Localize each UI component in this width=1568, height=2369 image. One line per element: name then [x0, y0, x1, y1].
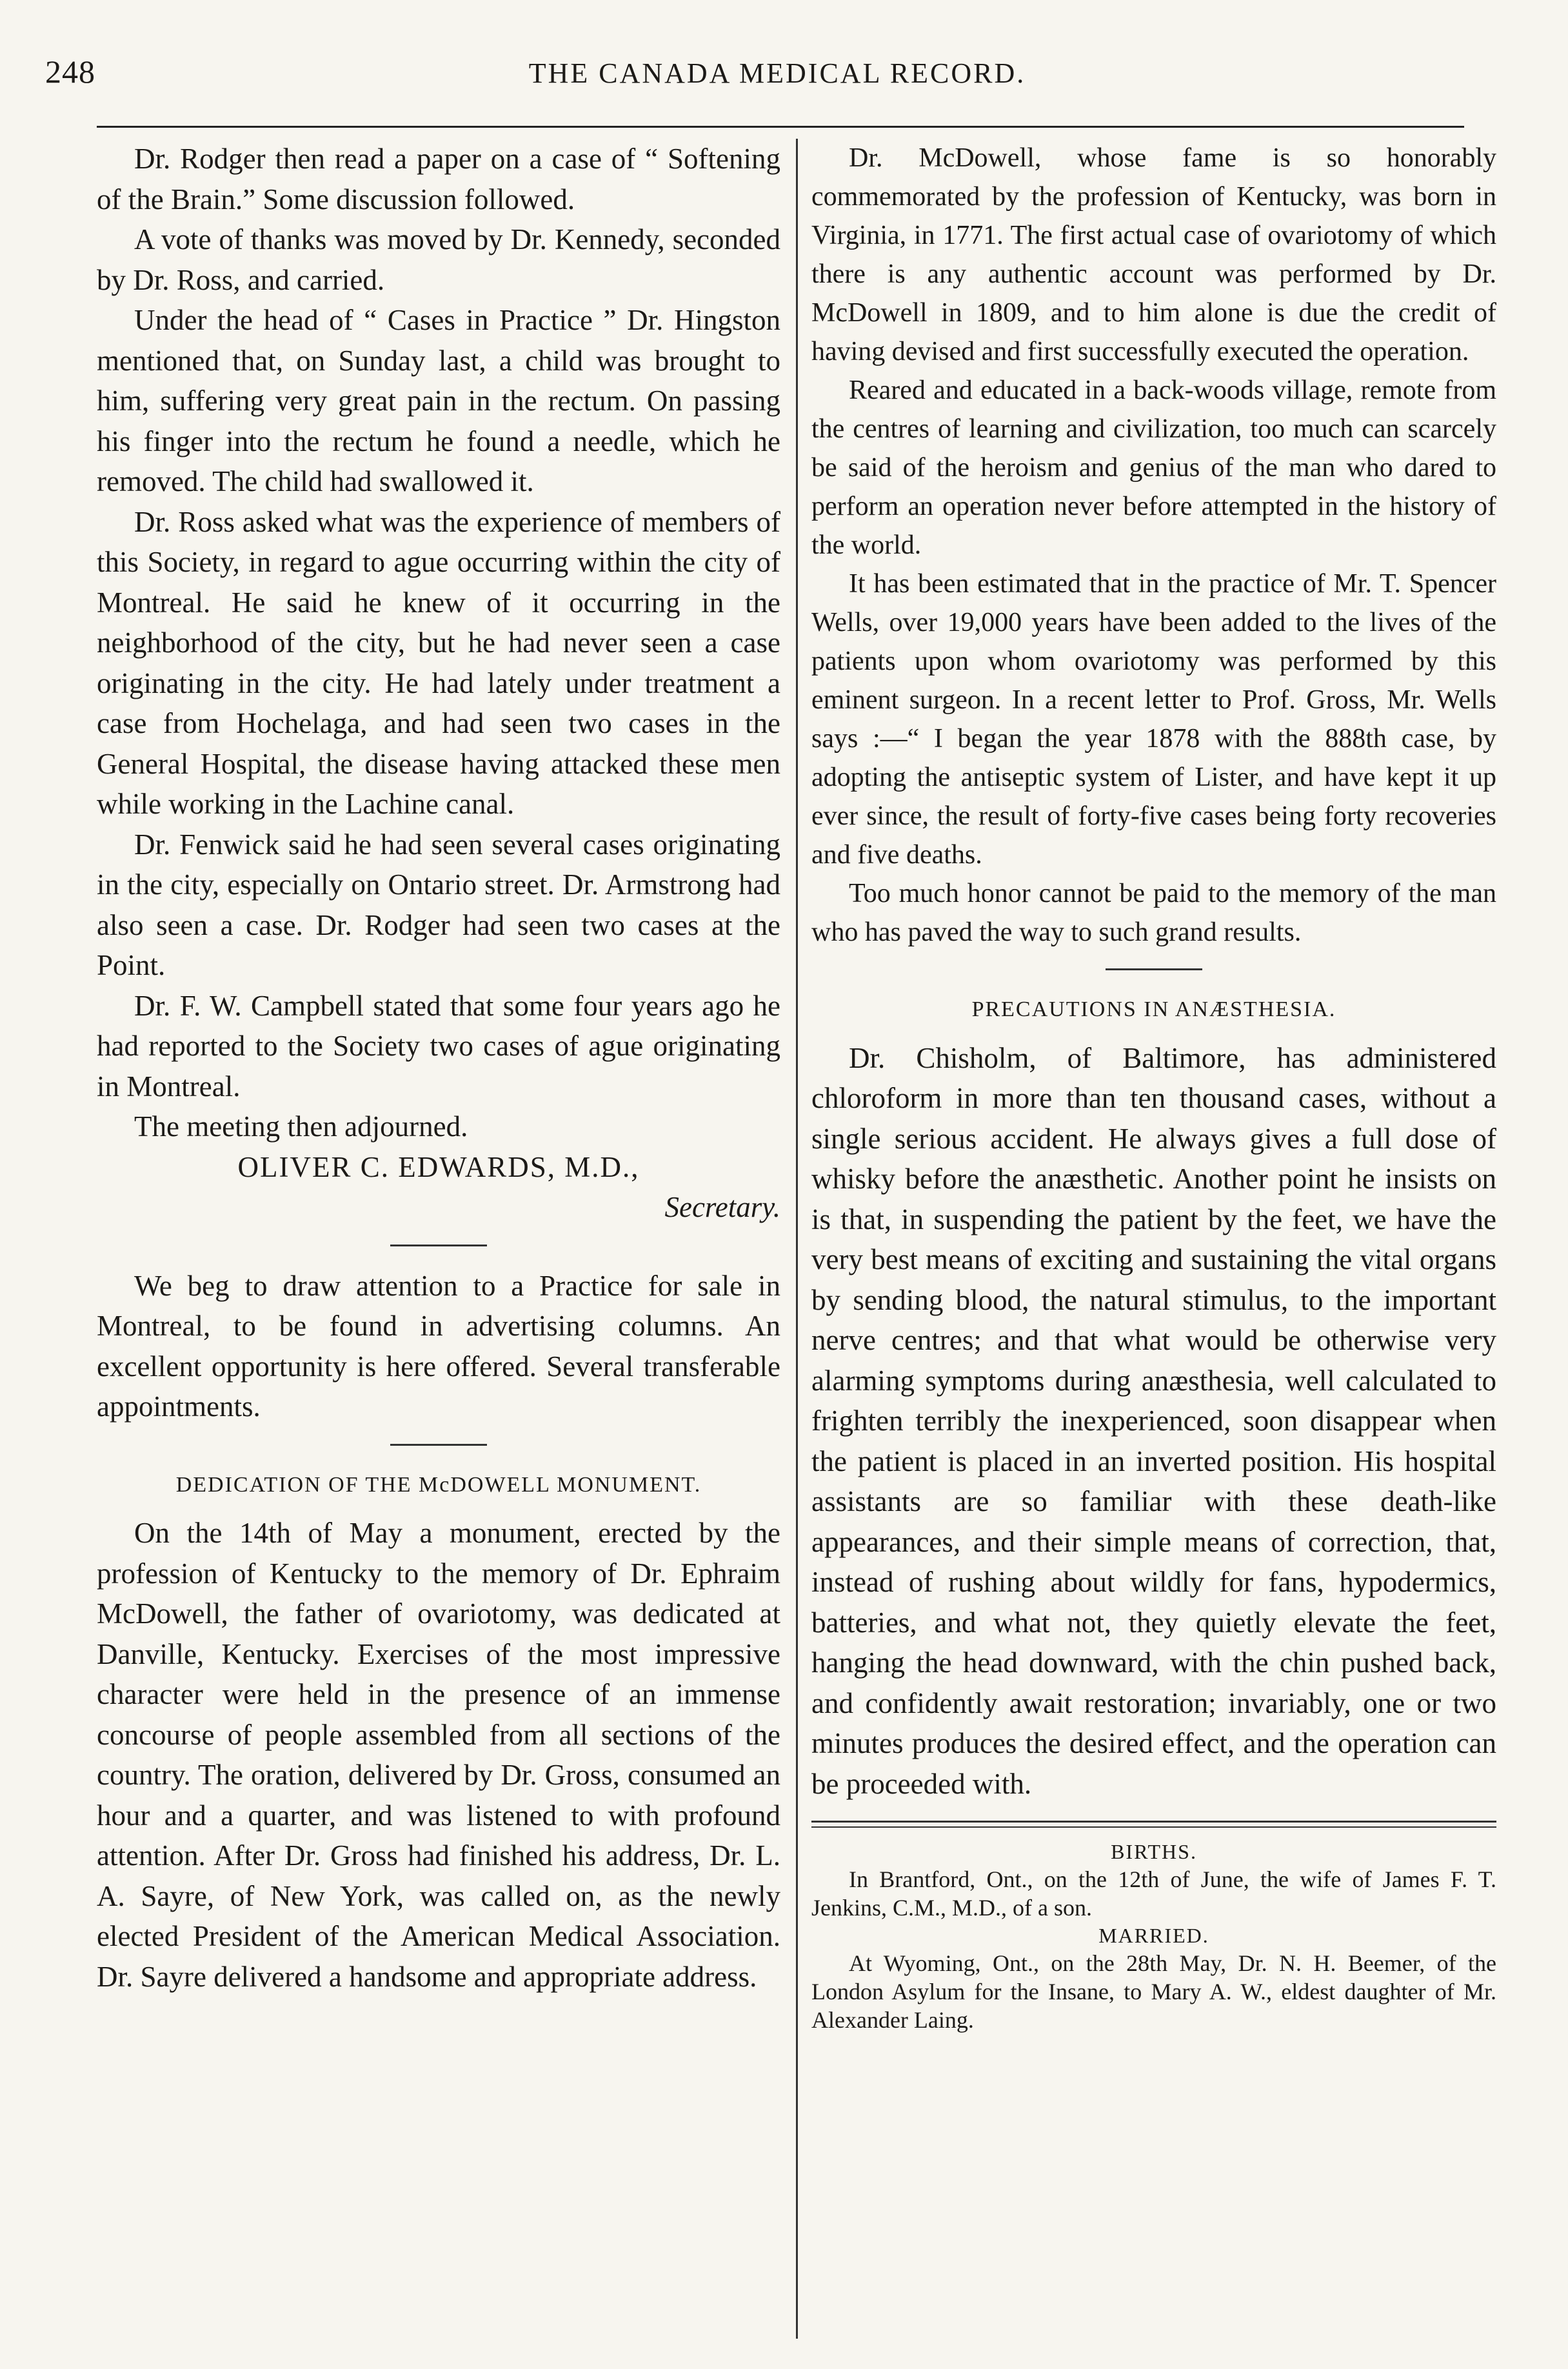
paragraph-practice-for-sale: We beg to draw attention to a Practice for sale in Montreal, to be found in advertising columns. An excellent opportunity is here offered. Several transferable appointments.: [97, 1269, 780, 1423]
page-number: 248: [45, 54, 95, 90]
notices-double-rule: [811, 1821, 1496, 1828]
paragraph-vote-of-thanks: A vote of thanks was moved by Dr. Kennedy, seconded by Dr. Ross, and carried.: [97, 223, 780, 296]
births-heading: BIRTHS.: [1111, 1840, 1197, 1863]
paragraph-adjourned: The meeting then adjourned.: [134, 1110, 468, 1143]
page-header: [39, 45, 1516, 103]
right-column: [811, 139, 1496, 2034]
column-divider: [796, 139, 798, 2339]
paragraph-spencer-wells: It has been estimated that in the practice of Mr. T. Spencer Wells, over 19,000 years have been added to the lives of the patients upon whom ovariotomy was performed by this eminent surgeon. In a recent letter to Prof. Gross, Mr. Wells says :—“ I began the year 1878 with the 888th case, by adopting the antiseptic system of Lister, and have kept it up ever since, the result of forty-five cases being forty recoveries and five deaths.: [811, 569, 1496, 870]
paragraph-dedication: On the 14th of May a monument, erected by the profession of Kentucky to the memory of Dr. Ephraim McDowell, the father of ovariotomy, was dedicated at Danville, Kentucky. Exercises of the most impressive character were held in the presence of an immense concourse of people assembled from all sections of the country. The oration, delivered by Dr. Gross, consumed an hour and a quarter, and was listened to with profound attention. After Dr. Gross had finished his address, Dr. L. A. Sayre, of New York, was called on, as the newly elected President of the American Medical Association. Dr. Sayre delivered a handsome and appropriate address.: [97, 1517, 780, 1993]
precautions-heading: PRECAUTIONS IN ANÆSTHESIA.: [971, 997, 1336, 1021]
married-notice: At Wyoming, Ont., on the 28th May, Dr. N. H. Beemer, of the London Asylum for the Insane, to Mary A. W., eldest daughter of Mr. Alexander Laing.: [811, 1950, 1496, 2033]
paragraph-backwoods: Reared and educated in a back-woods village, remote from the centres of learning and civilization, too much can scarcely be said of the heroism and genius of the man who dared to perform an operation never before attempted in the history of the world.: [811, 375, 1496, 560]
paragraph-campbell: Dr. F. W. Campbell stated that some four years ago he had reported to the Society two cases of ague originating in Montreal.: [97, 989, 780, 1103]
paragraph-rodger-paper: Dr. Rodger then read a paper on a case of “ Softening of the Brain.” Some discussion followed.: [97, 143, 780, 215]
left-column: [97, 139, 780, 1997]
journal-title: THE CANADA MEDICAL RECORD.: [528, 57, 1026, 89]
paragraph-chisholm: Dr. Chisholm, of Baltimore, has administered chloroform in more than ten thousand cases, without a single serious accident. He always gives a full dose of whisky before the anæsthetic. Another point he insists on is that, in suspending the patient by the feet, we have the very best means of exciting and sustaining the vital organs by sending blood, the natural stimulus, to the important nerve centres; and that what would be otherwise very alarming symptoms during anæsthesia, well calculated to frighten terribly the inexperienced, soon disappear when the patient is placed in an inverted position. His hospital assistants are so familiar with these death-like appearances, and their simple means of correction, that, instead of rushing about wildly for fans, hypodermics, batteries, and what not, they quietly elevate the feet, hanging the head downward, with the chin pushed back, and confidently await restoration; invariably, one or two minutes produces the desired effect, and the operation can be proceeded with.: [811, 1041, 1496, 1800]
signature-name: OLIVER C. EDWARDS, M.D.,: [237, 1150, 640, 1183]
signature-role: Secretary.: [664, 1191, 780, 1223]
paragraph-ross-ague: Dr. Ross asked what was the experience of members of this Society, in regard to ague occurring within the city of Montreal. He said he knew of it occurring in the neighborhood of the city, but he had never seen a case originating in the city. He had lately under treatment a case from Hochelaga, and had seen two cases in the General Hospital, the disease having attacked these men while working in the Lachine canal.: [97, 505, 780, 820]
paragraph-mcdowell-fame: Dr. McDowell, whose fame is so honorably commemorated by the profession of Kentucky, was born in Virginia, in 1771. The first actual case of ovariotomy of which there is any authentic account was performed by Dr. McDowell in 1809, and to him alone is due the credit of having devised and first successfully executed the operation.: [811, 143, 1496, 366]
paragraph-fenwick-cases: Dr. Fenwick said he had seen several cases originating in the city, especially on Ontario street. Dr. Armstrong had also seen a case. Dr. Rodger had seen two cases at the Point.: [97, 828, 780, 981]
paragraph-honor: Too much honor cannot be paid to the memory of the man who has paved the way to such grand results.: [811, 879, 1496, 947]
section-rule: [390, 1444, 487, 1446]
births-notice: In Brantford, Ont., on the 12th of June, the wife of James F. T. Jenkins, C.M., M.D., of a son.: [811, 1866, 1496, 1921]
dedication-heading: DEDICATION OF THE McDOWELL MONUMENT.: [175, 1472, 702, 1497]
section-rule: [390, 1244, 487, 1246]
section-rule: [1106, 968, 1202, 970]
paragraph-cases-in-practice: Under the head of “ Cases in Practice ” Dr. Hingston mentioned that, on Sunday last, a child was brought to him, suffering very great pain in the rectum. On passing his finger into the rectum he found a needle, which he removed. The child had swallowed it.: [97, 304, 780, 497]
married-heading: MARRIED.: [1098, 1924, 1209, 1947]
header-rule: [97, 126, 1464, 128]
